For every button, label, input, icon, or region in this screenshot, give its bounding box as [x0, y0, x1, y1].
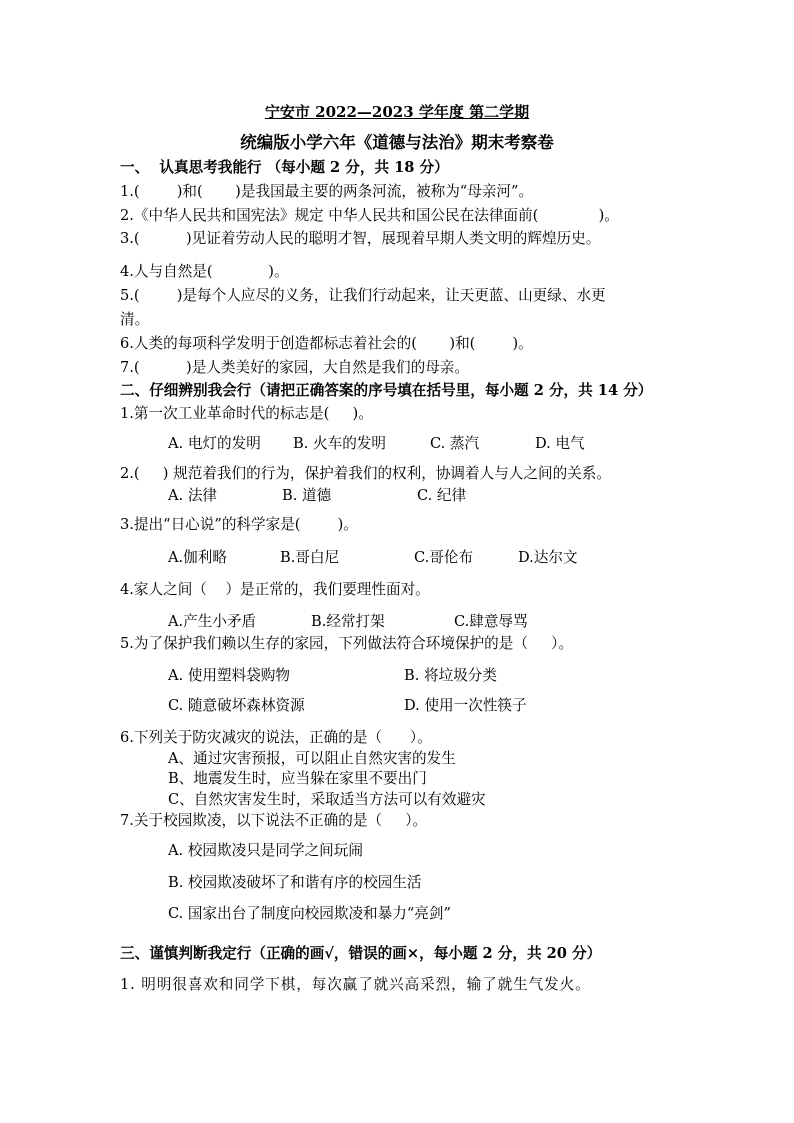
exam-header-line: 宁安市 2022—2023 学年度 第二学期: [264, 103, 530, 121]
section-2-q3-option-c: C.哥伦布: [414, 549, 474, 566]
section-2-q3-option-b: B.哥白尼: [280, 549, 340, 566]
section-2-q6-option-b: B、地震发生时，应当躲在家里不要出门: [168, 770, 427, 787]
section-2-q6-option-a: A、通过灾害预报，可以阻止自然灾害的发生: [168, 750, 456, 767]
section-2-q6: 6.下列关于防灾减灾的说法，正确的是（ ）。: [120, 729, 432, 746]
section-2-q5-option-b: B. 将垃圾分类: [404, 667, 497, 684]
section-2-q1-option-d: D. 电气: [535, 435, 585, 452]
section-2-q4-option-a: A.产生小矛盾: [168, 613, 257, 630]
section-2-q6-option-c: C、自然灾害发生时，采取适当方法可以有效避灾: [168, 791, 486, 808]
section-1-q5-line2: 清。: [120, 311, 150, 328]
section-2-q7-option-b: B. 校园欺凌破坏了和谐有序的校园生活: [168, 874, 422, 891]
section-2-q7-option-a: A. 校园欺凌只是同学之间玩闹: [168, 842, 363, 859]
section-2-q4: 4.家人之间（ ）是正常的，我们要理性面对。: [120, 581, 430, 598]
section-3-q1: 1. 明明很喜欢和同学下棋，每次赢了就兴高采烈，输了就生气发火。: [120, 976, 591, 993]
section-1-heading: 一、 认真思考我能行 （每小题 2 分，共 18 分）: [120, 159, 449, 176]
section-2-q2-option-b: B. 道德: [282, 487, 332, 504]
section-2-q7: 7.关于校园欺凌，以下说法不正确的是（ ）。: [120, 812, 428, 829]
section-2-heading: 二、仔细辨别我会行（请把正确答案的序号填在括号里，每小题 2 分，共 14 分）: [120, 382, 653, 399]
section-2-q2: 2.( ) 规范着我们的行为，保护着我们的权利，协调着人与人之间的关系。: [120, 465, 611, 482]
section-1-q2: 2.《中华人民共和国宪法》规定 中华人民共和国公民在法律面前( )。: [120, 207, 619, 224]
section-2-q2-option-c: C. 纪律: [417, 487, 467, 504]
section-2-q5-option-a: A. 使用塑料袋购物: [168, 667, 290, 684]
section-2-q5-option-c: C. 随意破坏森林资源: [168, 697, 305, 714]
section-2-q5-option-d: D. 使用一次性筷子: [404, 697, 527, 714]
section-2-q2-option-a: A. 法律: [168, 487, 218, 504]
exam-title: 统编版小学六年《道德与法治》期末考察卷: [240, 133, 554, 152]
section-1-q4: 4.人与自然是( )。: [120, 263, 289, 280]
section-2-q4-option-c: C.肆意辱骂: [454, 613, 528, 630]
section-2-q1-option-b: B. 火车的发明: [293, 435, 386, 452]
section-1-q5-line1: 5.( )是每个人应尽的义务，让我们行动起来，让天更蓝、山更绿、水更: [120, 287, 606, 304]
section-2-q3-option-a: A.伽利略: [168, 549, 227, 566]
section-1-q6: 6.人类的每项科学发明于创造都标志着社会的( )和( )。: [120, 335, 533, 352]
section-2-q1-option-c: C. 蒸汽: [430, 435, 480, 452]
section-2-q1: 1.第一次工业革命时代的标志是( )。: [120, 405, 373, 422]
section-2-q7-option-c: C. 国家出台了制度向校园欺凌和暴力“亮剑”: [168, 905, 451, 922]
section-2-q5: 5.为了保护我们赖以生存的家园，下列做法符合环境保护的是（ ）。: [120, 635, 574, 652]
section-2-q1-option-a: A. 电灯的发明: [168, 435, 261, 452]
section-1-q3: 3.( )见证着劳动人民的聪明才智，展现着早期人类文明的辉煌历史。: [120, 230, 601, 247]
section-2-q4-option-b: B.经常打架: [311, 613, 385, 630]
section-1-q1: 1.( )和( )是我国最主要的两条河流，被称为“母亲河”。: [120, 183, 534, 200]
section-1-q7: 7.( )是人类美好的家园，大自然是我们的母亲。: [120, 359, 469, 376]
section-3-heading: 三、谨慎判断我定行（正确的画√，错误的画×，每小题 2 分，共 20 分）: [120, 945, 602, 962]
section-2-q3-option-d: D.达尔文: [518, 549, 578, 566]
section-2-q3: 3.提出“日心说”的科学家是( )。: [120, 516, 358, 533]
